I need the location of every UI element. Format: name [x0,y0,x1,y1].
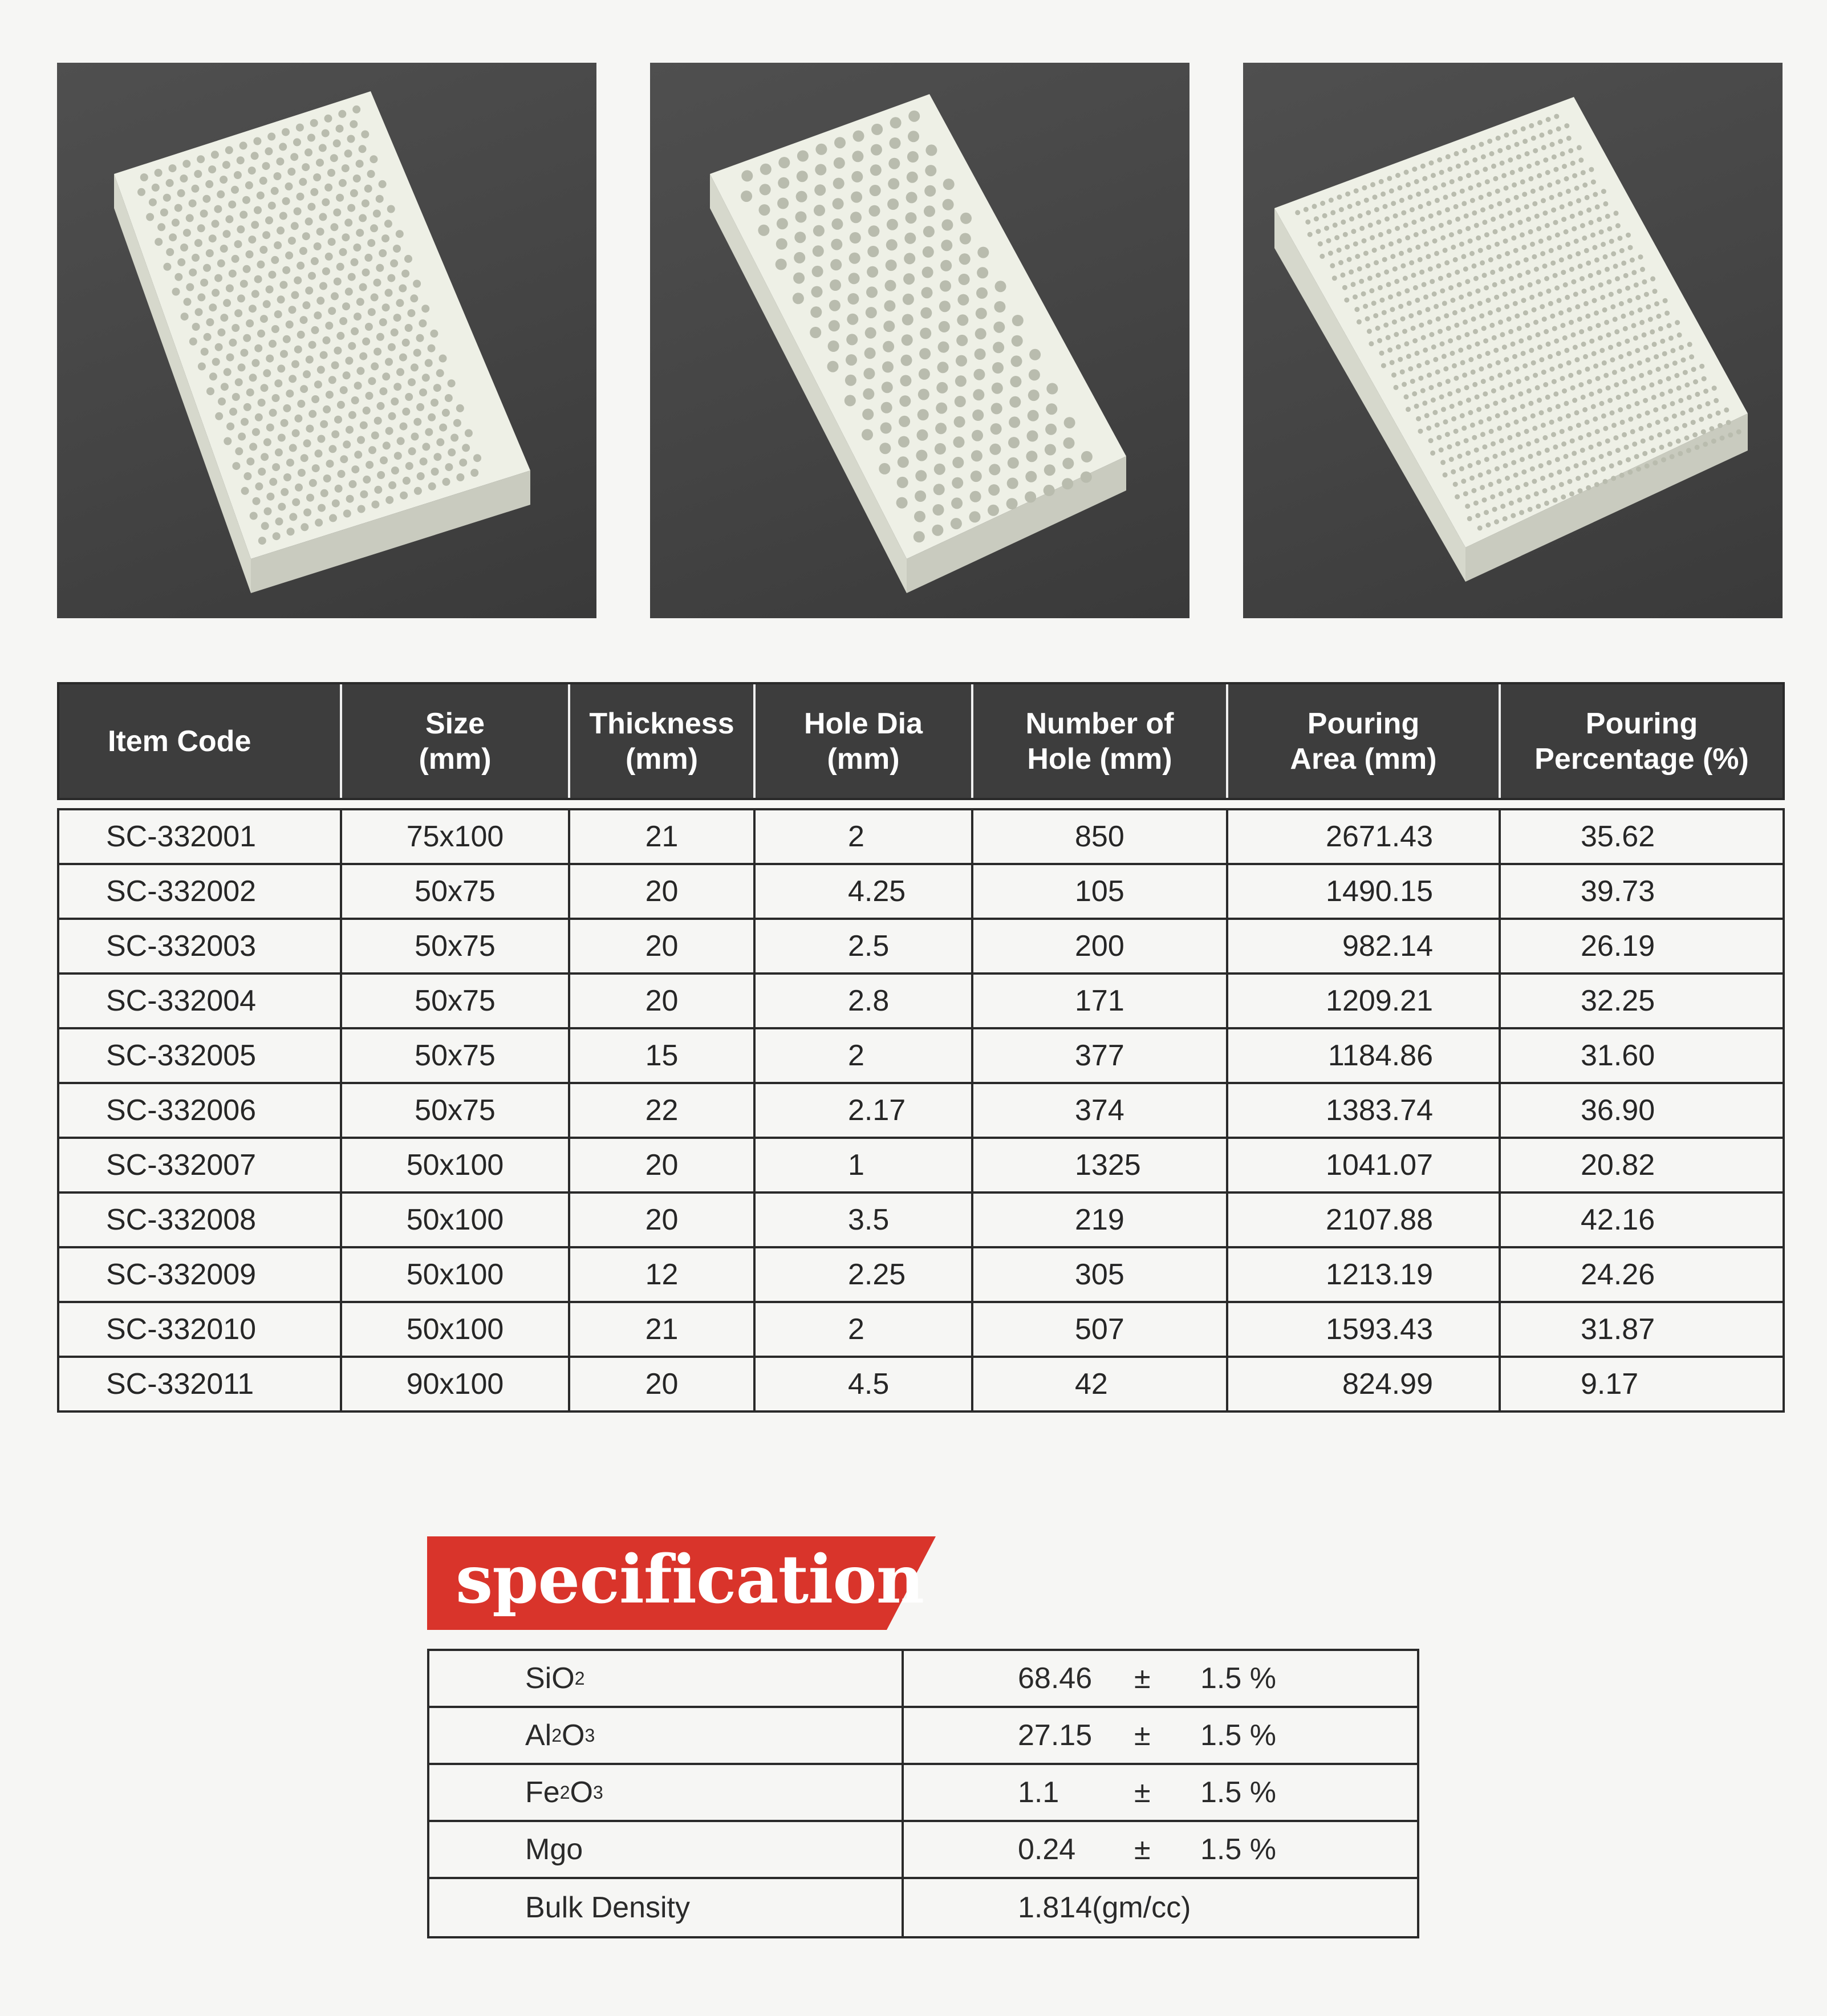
cell-pouring-area: 1184.86 [1228,1029,1501,1082]
header-number-of-hole: Number of Hole (mm) [973,684,1228,798]
header-thickness: Thickness (mm) [570,684,756,798]
spec-property [429,1651,904,1706]
plus-minus-sign: ± [1134,1776,1151,1809]
table-header [57,682,1785,800]
table-row [59,975,1783,1029]
spec-tolerance: 1.5 % [1200,1833,1276,1866]
spec-value: 0.24 [1018,1833,1076,1866]
spec-property-name-mid: O [570,1776,593,1809]
cell-number-of-hole: 219 [973,1194,1228,1246]
cell-pouring-percentage: 36.90 [1581,1094,1655,1127]
spec-property-name-sub1: 2 [559,1782,570,1803]
cell-item-code: SC-332001 [59,810,342,863]
cell-pouring-area: 1041.07 [1228,1139,1501,1191]
cell-thickness: 22 [570,1084,756,1137]
cell-thickness: 20 [570,975,756,1027]
cell-item-code: SC-332003 [59,920,342,972]
cell-number-of-hole: 507 [973,1303,1228,1356]
product-table [57,682,1785,1413]
plus-minus-sign: ± [1134,1662,1151,1695]
cell-thickness: 21 [570,810,756,863]
cell-hole-dia: 2 [756,1303,973,1356]
cell-hole-dia: 4.5 [756,1358,973,1410]
spec-value: 1.1 [1018,1776,1059,1809]
cell-pouring-area: 2671.43 [1228,810,1501,863]
cell-pouring-percentage: 31.60 [1581,1039,1655,1072]
spec-property [429,1879,904,1936]
cell-pouring-percentage: 39.73 [1581,875,1655,908]
spec-property-name-sub1: 2 [574,1668,585,1689]
cell-thickness: 12 [570,1248,756,1301]
spec-value-cell [904,1765,1417,1820]
cell-pouring-area: 1490.15 [1228,865,1501,918]
cell-pouring-area: 1209.21 [1228,975,1501,1027]
cell-thickness: 20 [570,1358,756,1410]
ceramic-filter-fine-holes-icon [1243,63,1783,618]
spec-property-name-base: Mgo [525,1833,583,1866]
plus-minus-sign: ± [1134,1833,1151,1866]
header-item-code: Item Code [59,684,342,798]
cell-item-code: SC-332011 [59,1358,342,1410]
cell-size: 50x100 [342,1139,570,1191]
spec-row [429,1822,1417,1879]
cell-item-code: SC-332009 [59,1248,342,1301]
cell-pouring-percentage: 35.62 [1581,820,1655,853]
cell-number-of-hole: 374 [973,1084,1228,1137]
cell-thickness: 21 [570,1303,756,1356]
spec-tolerance: 1.5 % [1200,1662,1276,1695]
spec-value: 68.46 [1018,1662,1093,1695]
cell-size: 50x100 [342,1194,570,1246]
product-photo-2 [650,63,1189,618]
cell-thickness: 15 [570,1029,756,1082]
cell-pouring-area: 824.99 [1228,1358,1501,1410]
cell-pouring-percentage: 32.25 [1581,984,1655,1017]
spec-property-name-base: SiO [525,1662,575,1695]
cell-thickness: 20 [570,920,756,972]
cell-size: 50x100 [342,1303,570,1356]
spec-value: 1.814(gm/cc) [1018,1891,1191,1924]
table-row [59,1303,1783,1358]
spec-value-cell [904,1651,1417,1706]
spec-property-name-mid: O [562,1719,585,1752]
cell-item-code: SC-332006 [59,1084,342,1137]
cell-pouring-percentage: 20.82 [1581,1149,1655,1182]
cell-hole-dia: 4.25 [756,865,973,918]
cell-hole-dia: 2.5 [756,920,973,972]
cell-pouring-area: 982.14 [1228,920,1501,972]
cell-size: 50x75 [342,865,570,918]
cell-item-code: SC-332004 [59,975,342,1027]
table-row [59,1029,1783,1084]
cell-pouring-percentage: 9.17 [1581,1368,1639,1401]
product-photo-3 [1243,63,1783,618]
cell-hole-dia: 2 [756,1029,973,1082]
cell-item-code: SC-332007 [59,1139,342,1191]
cell-size: 90x100 [342,1358,570,1410]
cell-number-of-hole: 377 [973,1029,1228,1082]
cell-number-of-hole: 105 [973,865,1228,918]
specification-table [427,1649,1419,1938]
table-row [59,810,1783,865]
cell-number-of-hole: 1325 [973,1139,1228,1191]
specification-title: specification [456,1541,924,1619]
spec-tolerance: 1.5 % [1200,1719,1276,1752]
cell-pouring-percentage: 26.19 [1581,930,1655,963]
cell-number-of-hole: 200 [973,920,1228,972]
cell-number-of-hole: 305 [973,1248,1228,1301]
specification-banner [427,1536,936,1630]
table-body [57,808,1785,1413]
spec-value-cell [904,1822,1417,1877]
cell-pouring-percentage: 24.26 [1581,1258,1655,1291]
table-row [59,865,1783,920]
spec-property [429,1765,904,1820]
cell-size: 75x100 [342,810,570,863]
ceramic-filter-coarse-holes-icon [57,63,596,618]
table-row [59,1194,1783,1248]
cell-pouring-area: 1593.43 [1228,1303,1501,1356]
cell-item-code: SC-332010 [59,1303,342,1356]
spec-property [429,1708,904,1763]
spec-row [429,1765,1417,1822]
header-size: Size (mm) [342,684,570,798]
cell-size: 50x75 [342,1084,570,1137]
ceramic-filter-large-holes-icon [650,63,1189,618]
spec-value-cell [904,1708,1417,1763]
spec-property [429,1822,904,1877]
cell-thickness: 20 [570,1194,756,1246]
spec-property-name-sub2: 3 [592,1782,603,1803]
cell-pouring-area: 2107.88 [1228,1194,1501,1246]
cell-pouring-percentage: 31.87 [1581,1313,1655,1346]
cell-hole-dia: 1 [756,1139,973,1191]
cell-pouring-area: 1383.74 [1228,1084,1501,1137]
spec-row [429,1651,1417,1708]
plus-minus-sign: ± [1134,1719,1151,1752]
table-row [59,1139,1783,1194]
cell-size: 50x100 [342,1248,570,1301]
cell-size: 50x75 [342,920,570,972]
spec-property-name-base: Al [525,1719,552,1752]
cell-size: 50x75 [342,975,570,1027]
cell-number-of-hole: 850 [973,810,1228,863]
cell-hole-dia: 2.25 [756,1248,973,1301]
header-hole-dia: Hole Dia (mm) [756,684,973,798]
spec-row [429,1879,1417,1936]
header-pouring-area: Pouring Area (mm) [1228,684,1501,798]
cell-size: 50x75 [342,1029,570,1082]
header-pouring-percentage: Pouring Percentage (%) [1534,707,1749,776]
spec-property-name-base: Bulk Density [525,1891,690,1924]
table-row [59,1248,1783,1303]
cell-item-code: SC-332005 [59,1029,342,1082]
cell-number-of-hole: 171 [973,975,1228,1027]
table-row [59,1084,1783,1139]
cell-thickness: 20 [570,1139,756,1191]
cell-number-of-hole: 42 [973,1358,1228,1410]
cell-hole-dia: 2.8 [756,975,973,1027]
product-photo-1 [57,63,596,618]
spec-property-name-sub1: 2 [551,1725,562,1746]
cell-item-code: SC-332002 [59,865,342,918]
cell-pouring-area: 1213.19 [1228,1248,1501,1301]
spec-value: 27.15 [1018,1719,1093,1752]
spec-property-name-base: Fe [525,1776,560,1809]
cell-thickness: 20 [570,865,756,918]
cell-pouring-percentage: 42.16 [1581,1203,1655,1236]
spec-tolerance: 1.5 % [1200,1776,1276,1809]
cell-item-code: SC-332008 [59,1194,342,1246]
cell-hole-dia: 2.17 [756,1084,973,1137]
spec-property-name-sub2: 3 [584,1725,595,1746]
table-row [59,1358,1783,1410]
spec-value-cell [904,1879,1417,1936]
spec-row [429,1708,1417,1765]
cell-hole-dia: 2 [756,810,973,863]
cell-hole-dia: 3.5 [756,1194,973,1246]
table-row [59,920,1783,975]
